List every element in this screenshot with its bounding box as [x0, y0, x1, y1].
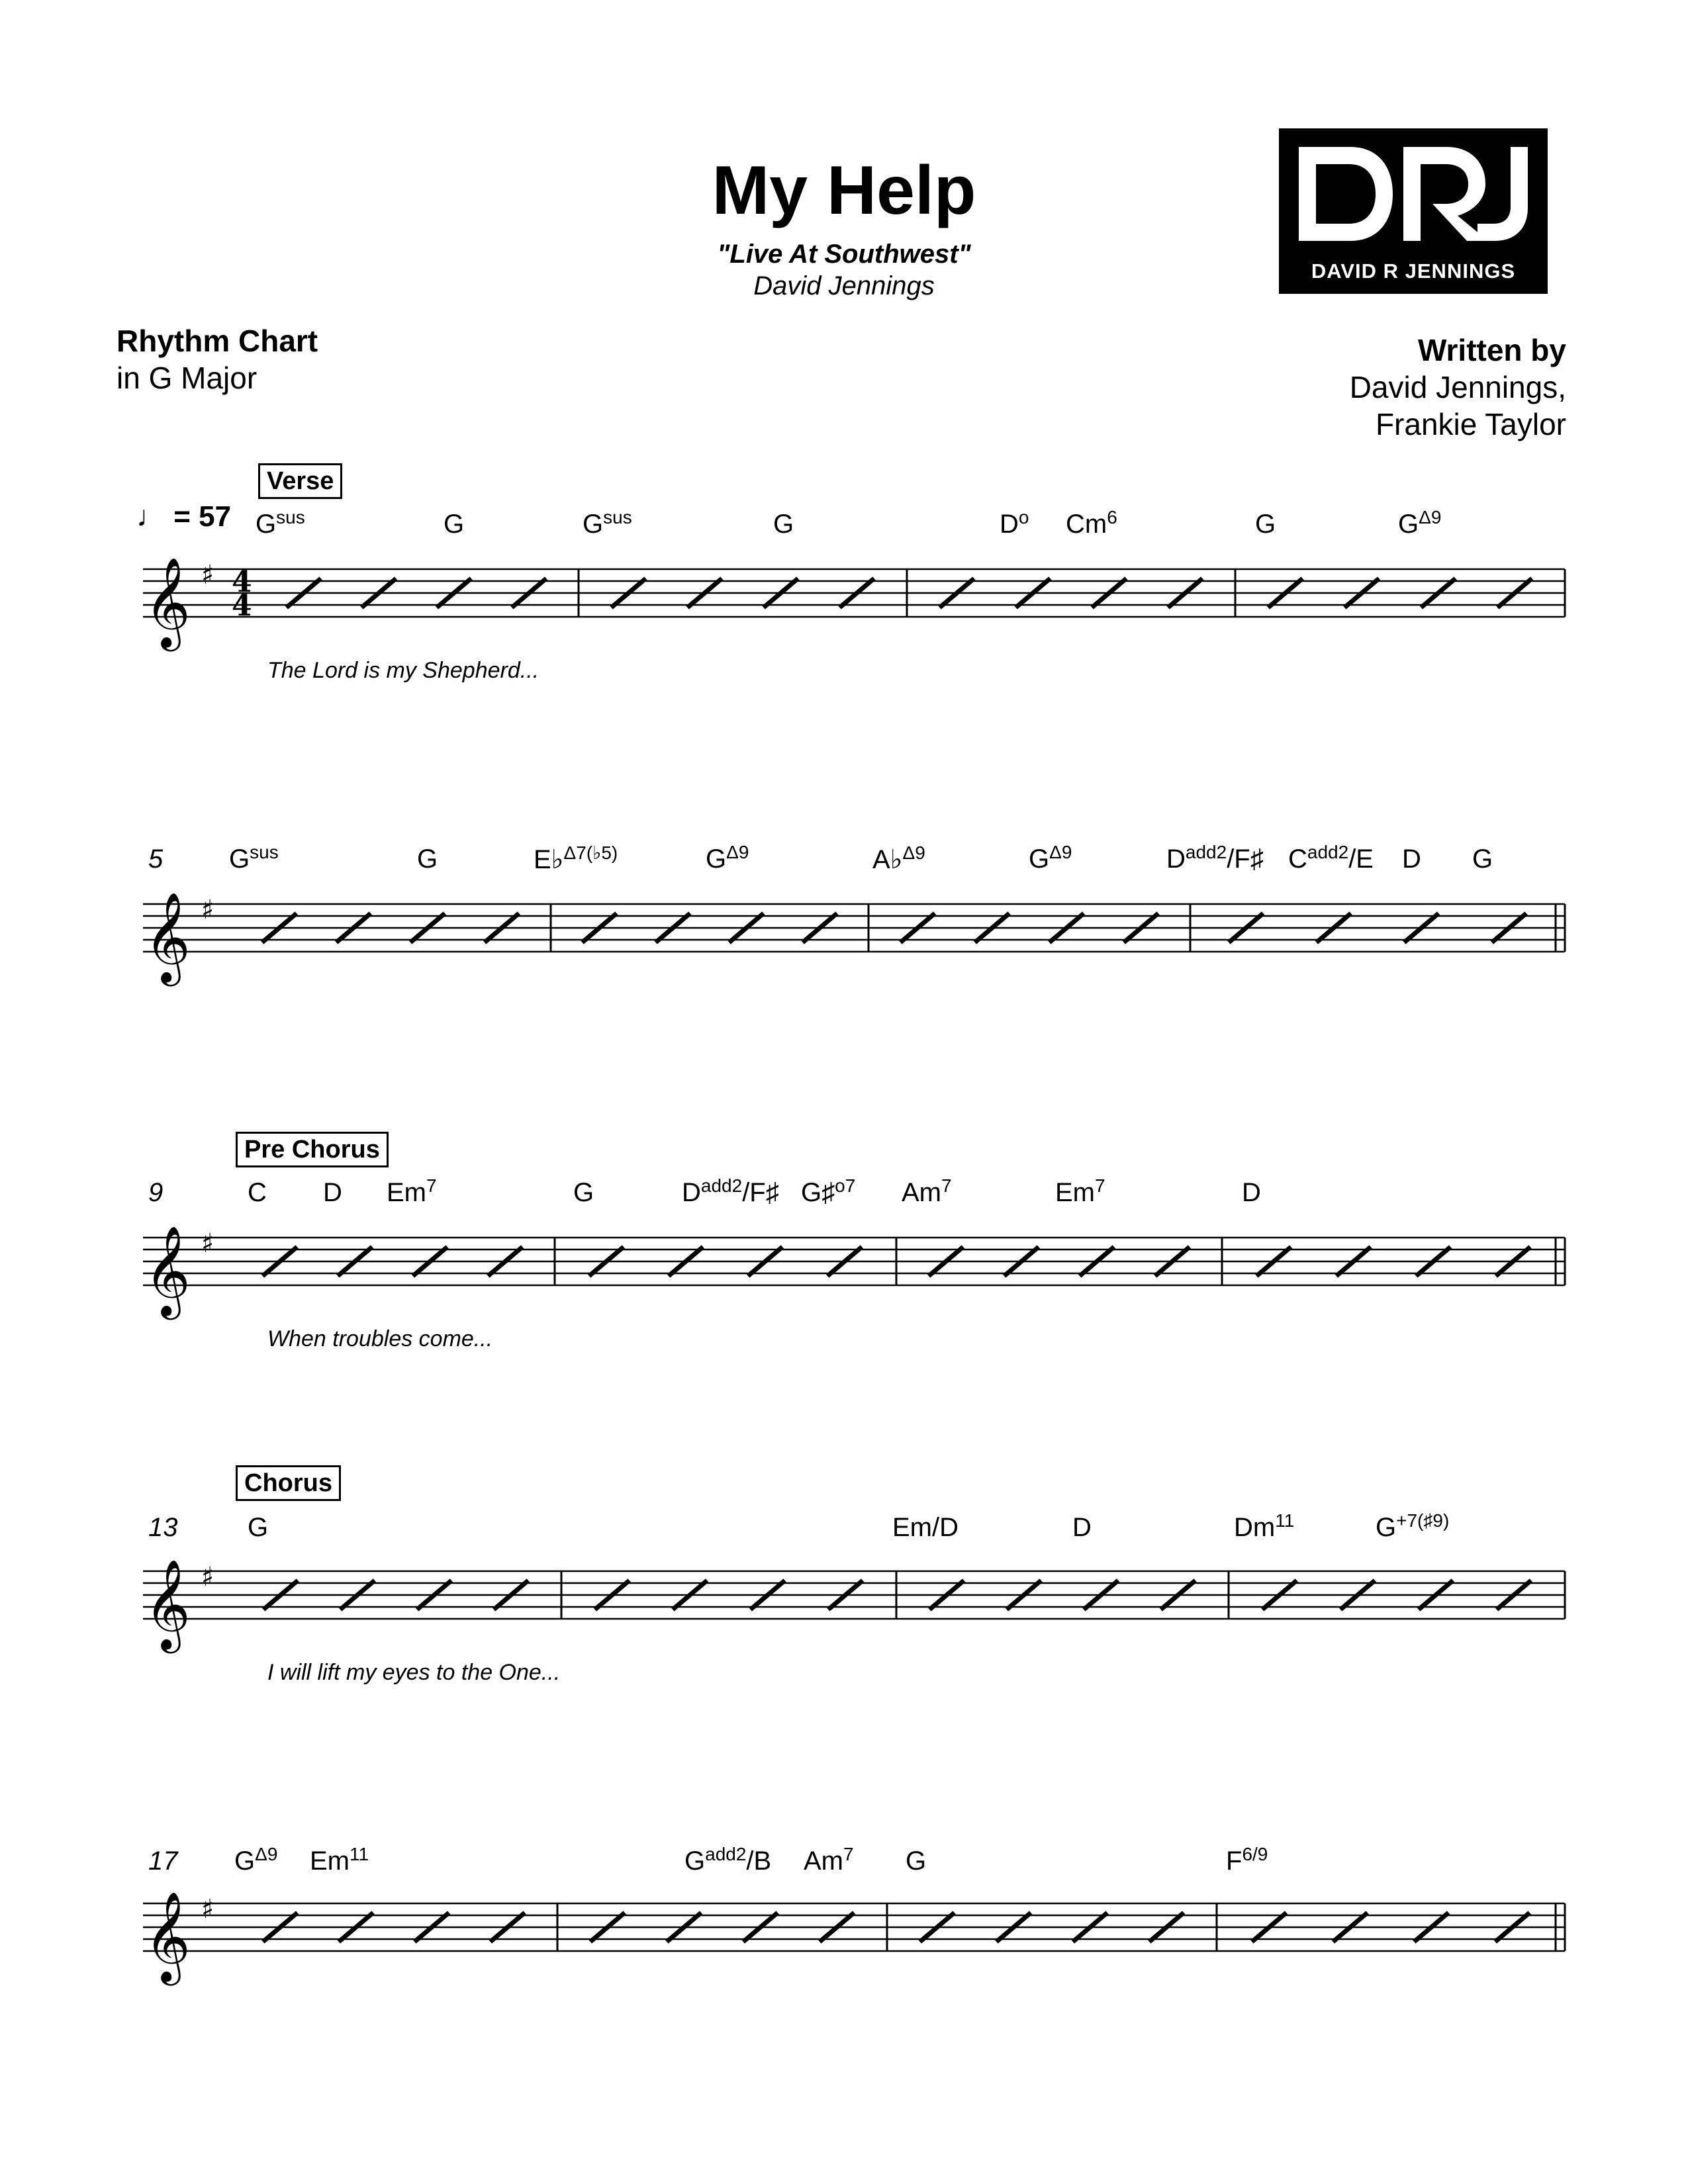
chord-extension: 11	[1275, 1510, 1295, 1531]
chord-root: Em	[387, 1178, 426, 1207]
chord-symbol	[682, 1175, 779, 1208]
chord-symbol	[1000, 507, 1029, 539]
chord-root: Em/D	[892, 1513, 959, 1542]
chord-root: Am	[902, 1178, 941, 1207]
chord-extension: sus	[276, 507, 305, 527]
chord-symbol	[1226, 1846, 1268, 1876]
chord-symbol	[573, 1178, 594, 1208]
chord-symbol	[248, 1513, 268, 1543]
tempo-value: = 57	[173, 500, 232, 533]
key-signature-sharp-icon: ♯	[201, 895, 214, 925]
time-signature-top: 4	[232, 565, 252, 599]
chord-extension: 6/9	[1242, 1844, 1268, 1864]
chord-symbol	[323, 1178, 342, 1208]
chord-root: G	[1472, 844, 1493, 874]
chord-extension: Δ7(♭5)	[563, 842, 618, 863]
chord-root: G	[1398, 510, 1419, 539]
chord-symbol	[804, 1846, 854, 1876]
chord-extension: o	[1018, 507, 1029, 527]
chord-symbol	[892, 1513, 959, 1543]
chord-extension: 11	[350, 1844, 369, 1864]
chord-symbol	[1072, 1513, 1092, 1543]
chord-symbol	[1055, 1175, 1105, 1208]
chord-extension: Δ9	[1419, 507, 1442, 527]
chord-extension: add2	[700, 1175, 743, 1196]
chord-symbol	[1242, 1178, 1261, 1208]
treble-clef-icon: 𝄞	[144, 1558, 191, 1649]
chord-root: D	[1242, 1178, 1261, 1207]
chord-symbol	[234, 1846, 277, 1876]
chord-root: Am	[804, 1846, 843, 1876]
chord-symbol	[906, 1846, 926, 1876]
chord-root: D	[682, 1178, 701, 1207]
chord-root: G	[583, 510, 604, 539]
chord-root: Em	[1055, 1178, 1095, 1207]
chord-root: G	[773, 510, 794, 539]
chord-root: Dm	[1234, 1513, 1276, 1542]
written-by-label: Written by	[1417, 333, 1566, 367]
chord-bass: /F♯	[742, 1178, 779, 1207]
chord-root: A♭	[872, 845, 903, 874]
treble-clef-icon: 𝄞	[144, 1224, 191, 1316]
time-signature-bottom: 4	[232, 589, 252, 623]
section-label: Verse	[258, 463, 342, 499]
chord-symbol	[1166, 844, 1264, 874]
key-signature-sharp-icon: ♯	[201, 1894, 214, 1925]
treble-clef-icon: 𝄞	[144, 556, 191, 647]
chord-root: Cm	[1066, 510, 1107, 539]
chord-symbol	[229, 844, 279, 874]
section-label: Chorus	[236, 1465, 341, 1501]
section-label: Pre Chorus	[236, 1132, 389, 1167]
chord-root: G	[248, 1513, 269, 1542]
chart-type-label: Rhythm Chart	[117, 324, 318, 358]
chord-symbol	[1029, 844, 1072, 874]
chord-bass: /B	[746, 1846, 772, 1876]
chord-root: G	[684, 1846, 706, 1876]
key-signature-sharp-icon: ♯	[201, 1562, 214, 1592]
chord-symbol	[1472, 844, 1493, 874]
chord-root: G♯	[801, 1178, 835, 1207]
chord-symbol	[1288, 844, 1374, 874]
chord-extension: Δ9	[902, 842, 925, 863]
chord-root: D	[1166, 844, 1186, 874]
chord-symbol	[534, 844, 618, 875]
chord-root: D	[323, 1178, 342, 1207]
chord-extension: Δ9	[1049, 842, 1072, 862]
key-signature-sharp-icon: ♯	[201, 560, 214, 590]
chord-root: C	[248, 1178, 267, 1207]
chord-root: G	[256, 510, 277, 539]
lyric-cue: I will lift my eyes to the One...	[267, 1660, 561, 1685]
chord-symbol	[583, 507, 632, 539]
key-label: in G Major	[117, 361, 258, 395]
chord-root: G	[444, 510, 465, 539]
chord-bass: /E	[1348, 844, 1374, 874]
chord-root: G	[417, 844, 438, 874]
chord-root: F	[1226, 1846, 1243, 1876]
chord-root: G	[234, 1846, 256, 1876]
chord-extension: 7	[426, 1175, 437, 1196]
chord-symbol	[773, 510, 794, 539]
chord-root: G	[1255, 510, 1276, 539]
song-title: My Help	[712, 152, 976, 229]
chord-root: C	[1288, 844, 1307, 874]
chord-symbol	[706, 844, 749, 874]
chord-symbol	[1402, 844, 1421, 874]
chord-symbol	[310, 1846, 369, 1876]
chord-symbol	[248, 1178, 267, 1208]
chord-extension: Δ9	[726, 842, 749, 862]
chord-extension: 7	[843, 1844, 854, 1864]
lyric-cue: When troubles come...	[267, 1326, 493, 1351]
chord-root: G	[706, 844, 727, 874]
chord-symbol	[684, 1846, 771, 1876]
song-subtitle: "Live At Southwest"	[717, 240, 971, 269]
chord-extension: 6	[1107, 507, 1117, 527]
chord-symbol	[1376, 1510, 1450, 1543]
chord-root: D	[1000, 510, 1019, 539]
measure-number: 17	[148, 1846, 178, 1876]
measure-number: 9	[148, 1178, 164, 1207]
chord-extension: 7	[941, 1175, 952, 1196]
composer-1: David Jennings,	[1349, 370, 1566, 404]
chord-extension: o7	[835, 1175, 856, 1196]
chord-root: G	[906, 1846, 927, 1876]
chord-symbol	[872, 844, 925, 875]
chord-symbol	[902, 1175, 952, 1208]
chord-symbol	[1398, 507, 1442, 539]
chord-symbol	[801, 1175, 856, 1208]
chord-root: G	[229, 844, 250, 874]
chord-extension: +7(♯9)	[1396, 1510, 1450, 1531]
chord-root: G	[1376, 1513, 1397, 1542]
chord-extension: Δ9	[255, 1844, 278, 1864]
chord-extension: sus	[250, 842, 279, 862]
chord-symbol	[1066, 507, 1117, 539]
chord-root: G	[1029, 844, 1050, 874]
chord-symbol	[387, 1175, 437, 1208]
composer-2: Frankie Taylor	[1375, 407, 1566, 441]
chord-extension: sus	[603, 507, 632, 527]
chord-extension: 7	[1095, 1175, 1105, 1196]
chord-root: Em	[310, 1846, 350, 1876]
key-signature-sharp-icon: ♯	[201, 1228, 214, 1259]
quarter-note-icon: ♩	[136, 500, 165, 533]
chord-root: D	[1072, 1513, 1092, 1542]
chord-extension: add2	[705, 1844, 747, 1864]
measure-number: 5	[148, 844, 164, 874]
treble-clef-icon: 𝄞	[144, 1890, 191, 1981]
chord-symbol	[256, 507, 305, 539]
chord-symbol	[1255, 510, 1276, 539]
logo-text: DAVID R JENNINGS	[1311, 259, 1516, 283]
chord-root: E♭	[534, 845, 564, 874]
measure-number: 13	[148, 1513, 178, 1542]
chord-symbol	[444, 510, 464, 539]
chord-root: G	[573, 1178, 594, 1207]
lyric-cue: The Lord is my Shepherd...	[267, 658, 539, 683]
chord-root: D	[1402, 844, 1421, 874]
treble-clef-icon: 𝄞	[144, 891, 191, 982]
chord-extension: add2	[1307, 842, 1349, 862]
chord-bass: /F♯	[1227, 844, 1264, 874]
chord-symbol	[1234, 1510, 1295, 1543]
chord-symbol	[417, 844, 438, 874]
chord-extension: add2	[1185, 842, 1227, 862]
artist-name: David Jennings	[753, 271, 935, 300]
